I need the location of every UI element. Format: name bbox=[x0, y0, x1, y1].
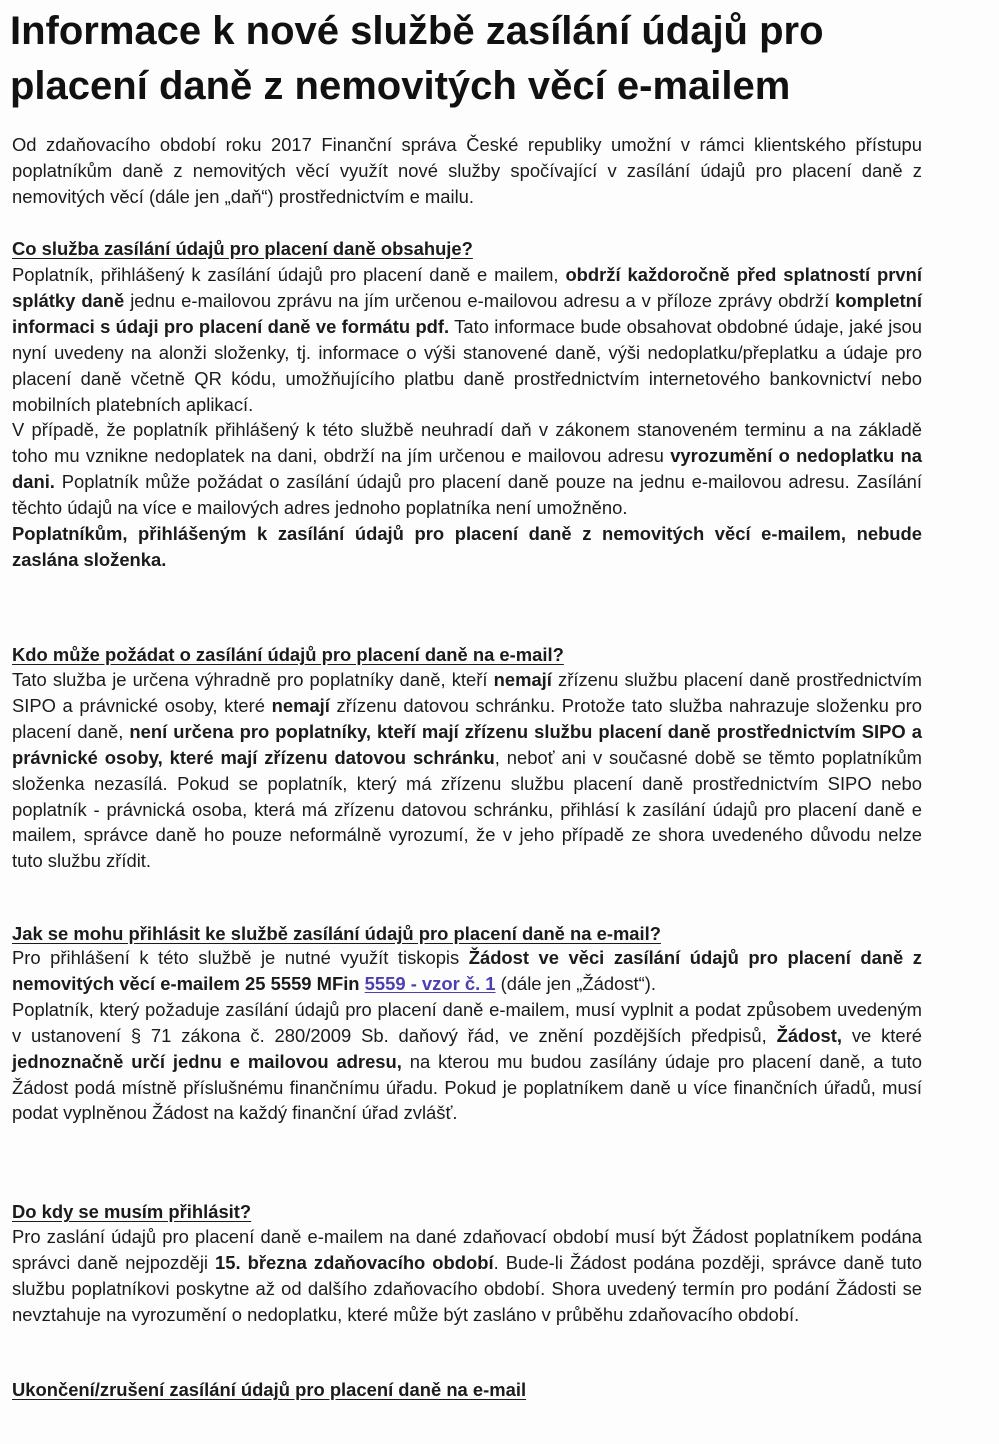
bold-run: nemají bbox=[493, 669, 552, 690]
form-link[interactable]: 5559 - vzor č. 1 bbox=[364, 972, 496, 994]
text-run: Tato informace bude obsahovat obdobné údaje, jaké jsou nyní uvedeny na alonži složenky, tj. informace o výši stanovené daně, výši nedoplatku/přeplatku a údaje pro placení daně včetně QR kódu, umožňujícího platbu daně prostřednictvím internetového bankovnictví nebo mobilních platebních aplikací. bbox=[12, 315, 922, 415]
text-run: Pro přihlášení k této službě je nutné využít tiskopis bbox=[12, 947, 469, 968]
text-run: (dále jen „Žádost“). bbox=[495, 972, 657, 994]
bold-run: nemají bbox=[271, 694, 330, 716]
bold-run: kompletní informaci s údaji pro placení daně ve formátu pdf. bbox=[12, 289, 922, 337]
section-heading-deadline: Do kdy se musím přihlásit? bbox=[12, 1201, 252, 1222]
title-line-1: Informace k nové službě zasílání údajů pro bbox=[10, 9, 824, 53]
section-heading-who: Kdo může požádat o zasílání údajů pro placení daně na e-mail? bbox=[12, 644, 564, 665]
section-how-body bbox=[12, 945, 922, 1126]
section-deadline-body bbox=[12, 1224, 922, 1328]
section-heading-termination: Ukončení/zrušení zasílání údajů pro placení daně na e-mail bbox=[12, 1379, 527, 1400]
text-run: , neboť ani v současné době se těmto poplatníkům složenka nezasílá. Pokud se poplatník, který má zřízenu službu placení daně prostřednictvím SIPO nebo poplatník - právnická osoba, která má zřízenu datovou schránku, přihlásí k zasílání údajů pro placení daně e mailem, správce daně ho pouze neformálně vyrozumí, že v jeho případě ze shora uvedeného důvodu nelze tuto službu zřídit. bbox=[12, 746, 922, 872]
bold-run: vyrozumění o nedoplatku na dani. bbox=[12, 445, 923, 493]
text-run: Tato služba je určena výhradně pro poplatníky daně, kteří bbox=[12, 669, 494, 690]
text-run: jednu e-mailovou zprávu na jím určenou e-mailovou adresu a v příloze zprávy obdrží bbox=[124, 289, 836, 311]
text-run: ve které bbox=[842, 1024, 922, 1046]
text-run: zřízenu službu placení daně prostřednictvím SIPO a právnické osoby, které bbox=[12, 669, 922, 716]
text-run: Pro zaslání údajů pro placení daně e-mailem na dané zdaňovací období musí být Žádost poplatníkem podána správci daně nejpozději bbox=[12, 1226, 922, 1273]
section-who-body bbox=[12, 667, 922, 874]
section-heading-how: Jak se mohu přihlásit ke službě zasílání údajů pro placení daně na e-mail? bbox=[12, 923, 661, 944]
bold-paragraph: Poplatníkům, přihlášeným k zasílání údajů pro placení daně z nemovitých věcí e-mailem, nebude zaslána složenka. bbox=[12, 523, 922, 570]
bold-run: Žádost, bbox=[776, 1024, 842, 1046]
text-run: V případě, že poplatník přihlášený k této službě neuhradí daň v zákonem stanoveném terminu a na základě toho mu vznikne nedoplatek na dani, obdrží na jím určenou e mailovou adresu bbox=[12, 419, 922, 467]
text-run: na kterou mu budou zasílány údaje pro placení daně, a tuto Žádost podá místně příslušnému finančnímu úřadu. Pokud je poplatníkem daně u více finančních úřadů, musí podat vyplněnou Žádost na každý finanční úřad zvlášť. bbox=[12, 1050, 923, 1124]
bold-run: Žádost ve věci zasílání údajů pro placení daně z nemovitých věcí e-mailem 25 5559 MFin bbox=[12, 947, 922, 994]
text-run: zřízenu datovou schránku. Protože tato služba nahrazuje složenku pro placení daně, bbox=[12, 694, 922, 742]
text-run: Poplatník, který požaduje zasílání údajů pro placení daně e-mailem, musí vyplnit a podat způsobem uvedeným v ustanovení § 71 zákona č. 280/2009 Sb. daňový řád, ve znění pozdějších předpisů, bbox=[12, 998, 922, 1046]
bold-run: jednoznačně určí jednu e mailovou adresu, bbox=[12, 1050, 402, 1072]
text-run: Poplatník může požádat o zasílání údajů pro placení daně pouze na jednu e-mailovou adresu. Zasílání těchto údajů na více e mailových adres jednoho poplatníka není umožněno. bbox=[12, 471, 922, 519]
page-title bbox=[10, 4, 970, 114]
title-line-2: placení daně z nemovitých věcí e-mailem bbox=[10, 64, 791, 108]
text-run: . Bude-li Žádost podána později, správce daně tuto službu poplatníkovi poskytne až od dalšího zdaňovacího období. Shora uvedený termín pro podání Žádosti se nevztahuje na vyrozumění o nedoplatku, které může být zasláno v průběhu zdaňovacího období. bbox=[12, 1251, 922, 1325]
bold-run: není určena pro poplatníky, kteří mají zřízenu službu placení daně prostřednictvím SIPO a právnické osoby, které mají zřízenu datovou schránku bbox=[12, 720, 922, 768]
intro-paragraph: Od zdaňovacího období roku 2017 Finanční správa České republiky umožní v rámci klientského přístupu poplatníkům daně z nemovitých věcí využít nové služby spočívající v zasílání údajů pro placení daně z nemovitých věcí (dále jen „daň“) prostřednictvím e mailu. bbox=[12, 134, 922, 207]
bold-run: 15. března zdaňovacího období bbox=[215, 1251, 494, 1273]
section-contents-body bbox=[12, 262, 922, 573]
bold-run: obdrží každoročně před splatností první splátky daně bbox=[12, 264, 923, 311]
section-heading-contents: Co služba zasílání údajů pro placení daně obsahuje? bbox=[12, 238, 473, 259]
text-run: Poplatník, přihlášený k zasílání údajů pro placení daně e mailem, bbox=[12, 264, 566, 285]
